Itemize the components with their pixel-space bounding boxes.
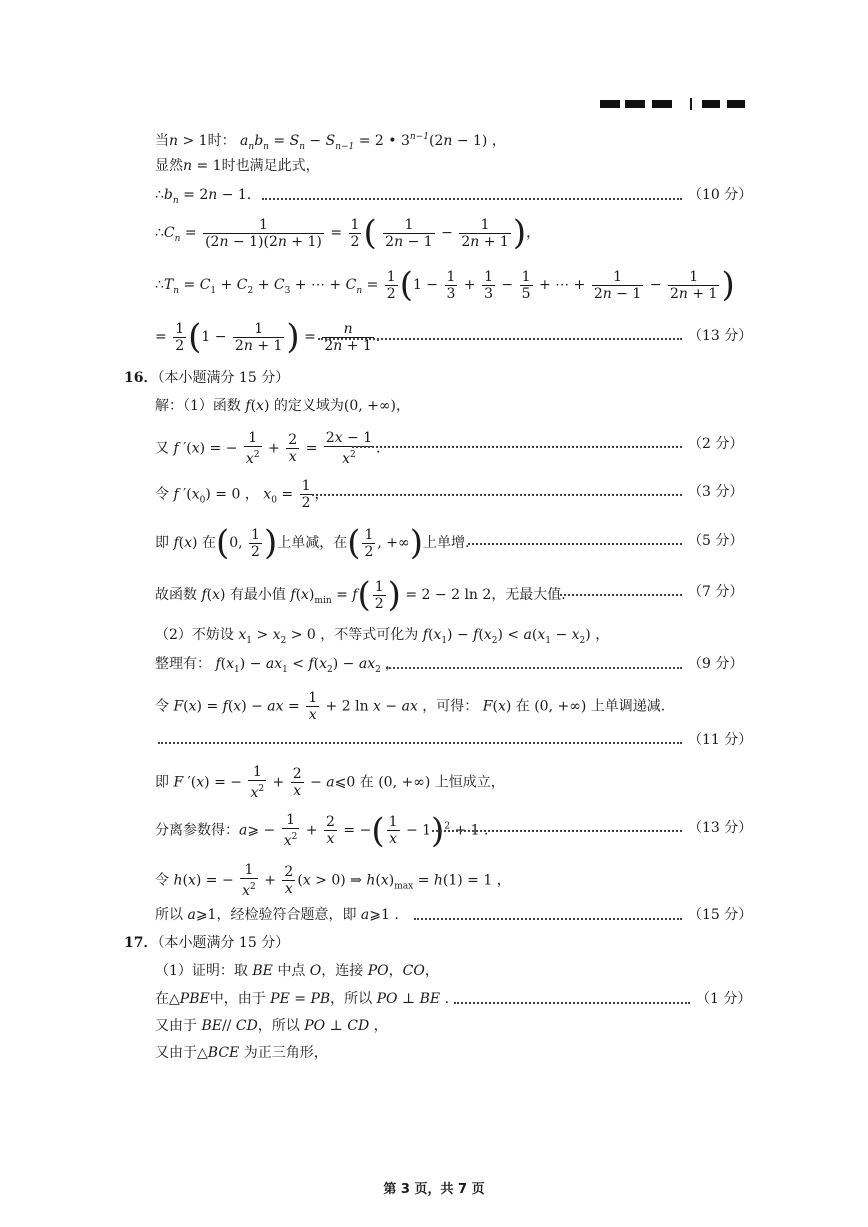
q16-line-3: 令 f $'(x_0) = 0$ ， $x_0$ = $\frac{1}{2}$ ， xyxy=(155,478,329,511)
score-3: （3 分） xyxy=(688,484,744,500)
dots-9 xyxy=(432,830,682,832)
dots-5 xyxy=(468,543,682,545)
header-tick xyxy=(690,98,692,110)
line-4: $\therefore C_n$ = $\frac{1}{(2n - 1)(2n + 1)}$ = $\frac{1}{2}$ ( $\frac{1}{2n - 1}$ − $\frac{1}{2n + 1}$ )， xyxy=(155,213,541,253)
dots-7 xyxy=(386,667,682,669)
q16-line-9: 即 F ′(x) = − $\frac{1}{x^2}$ + $\frac{2}{x}$ − a⩽0 在 (0, +∞) 上恒成立， xyxy=(155,764,505,801)
dots-8 xyxy=(158,742,682,744)
q16-line-4: 即 f(x) 在(0, $\frac{1}{2}$ )上单减，在( $\frac{1}{2}$ , +∞)上单增. xyxy=(155,523,470,563)
q17-line-1: （1）证明：取 BE 中点 O，连接 PO，CO， xyxy=(155,963,439,979)
dots-10 xyxy=(414,918,682,920)
q17-line-3: 又由于 BE// CD，所以 PO ⊥ CD ， xyxy=(155,1018,388,1034)
q16-line-5: 故函数 f(x) 有最小值 $f(x)_{min} = f$( $\frac{1}{2}$ ) = 2 − 2 ln 2，无最大值. xyxy=(155,575,566,615)
dots-6 xyxy=(560,594,682,596)
line-1: 当n > 1时： $a_nb_n = S_n - S_{n-1} = 2$ • $3^{n-1}(2n - 1)$ ， xyxy=(155,132,506,152)
q16-line-11: 令 h(x) = − $\frac{1}{x^2}$ + $\frac{2}{x}$ (x > 0) ⇒ $h(x)_{max} = h(1) = 1$ ， xyxy=(155,862,511,899)
header-mark-4 xyxy=(702,100,720,108)
dots-4 xyxy=(312,494,682,496)
q16-line-10: 分离参数得：a⩾ − $\frac{1}{x^2}$ + $\frac{2}{x}$ = −( $\frac{1}{x}$ − 1)$^2$ + 1 . xyxy=(155,810,489,851)
q16-line-12: 所以 a⩾1，经检验符合题意，即 a⩾1 . xyxy=(155,907,399,923)
page-footer: 第 3 页，共 7 页 xyxy=(383,1182,485,1197)
q16-line-1: 解：（1）函数 f(x) 的定义域为(0, +∞)， xyxy=(155,398,410,414)
q17-heading: 17．（本小题满分 15 分） xyxy=(124,935,290,951)
q17-line-4: 又由于△BCE 为正三角形， xyxy=(155,1045,328,1061)
score-2: （2 分） xyxy=(688,436,744,452)
score-9: （9 分） xyxy=(688,656,744,672)
header-mark-5 xyxy=(727,100,745,108)
score-13b: （13 分） xyxy=(688,820,753,836)
q16-line-6: （2）不妨设 $x_1 > x_2 > 0$ ，不等式可化为 $f(x_1) - f(x_2) < a(x_1 - x_2)$ ， xyxy=(155,627,610,646)
score-11: （11 分） xyxy=(688,732,753,748)
q17-line-2: 在△PBE中，由于 PE = PB，所以 PO ⊥ BE . xyxy=(155,991,450,1007)
dots-3 xyxy=(352,446,682,448)
header-mark-2 xyxy=(625,100,645,108)
dots-1 xyxy=(262,198,682,200)
q16-line-2: 又 f ′(x) = − $\frac{1}{x^2}$ + $\frac{2}{x}$ = $\frac{2x - 1}{x^2}$ ． xyxy=(155,430,391,467)
header-mark-1 xyxy=(600,100,620,108)
header-mark-3 xyxy=(652,100,672,108)
line-2: 显然n = 1时也满足此式， xyxy=(155,158,320,174)
line-5: $\therefore T_n = C_1 + C_2 + C_3$ + ⋯ + $C_n$ = $\frac{1}{2}$ (1 − $\frac{1}{3}$ + $\frac{1}{3}$ − $\frac{1}{5}$ + ⋯ + $\frac{1}{2n - 1}$ − $\frac{1}{2n + 1}$ ) xyxy=(155,265,735,305)
dots-2 xyxy=(318,338,682,340)
q16-line-7: 整理有： $f(x_1) - ax_1 < f(x_2) - ax_2$ ， xyxy=(155,656,400,675)
score-5: （5 分） xyxy=(688,533,744,549)
dots-11 xyxy=(454,1002,690,1004)
score-7: （7 分） xyxy=(688,584,744,600)
score-13a: （13 分） xyxy=(688,328,753,344)
q16-heading: 16．（本小题满分 15 分） xyxy=(124,370,290,386)
line-6: = $\frac{1}{2}$ (1 − $\frac{1}{2n + 1}$ ) = $\frac{n}{2n + 1}$ ． xyxy=(155,317,390,357)
line-3: $\therefore b_n = 2n - 1$． xyxy=(155,187,261,206)
score-1: （1 分） xyxy=(696,991,752,1007)
q16-line-8: 令 F(x) = f(x) − ax = $\frac{1}{x}$ + 2 ln x − ax ，可得： F(x) 在 (0, +∞) 上单调递减. xyxy=(155,690,666,723)
score-15: （15 分） xyxy=(688,907,753,923)
score-10: （10 分） xyxy=(688,187,753,203)
